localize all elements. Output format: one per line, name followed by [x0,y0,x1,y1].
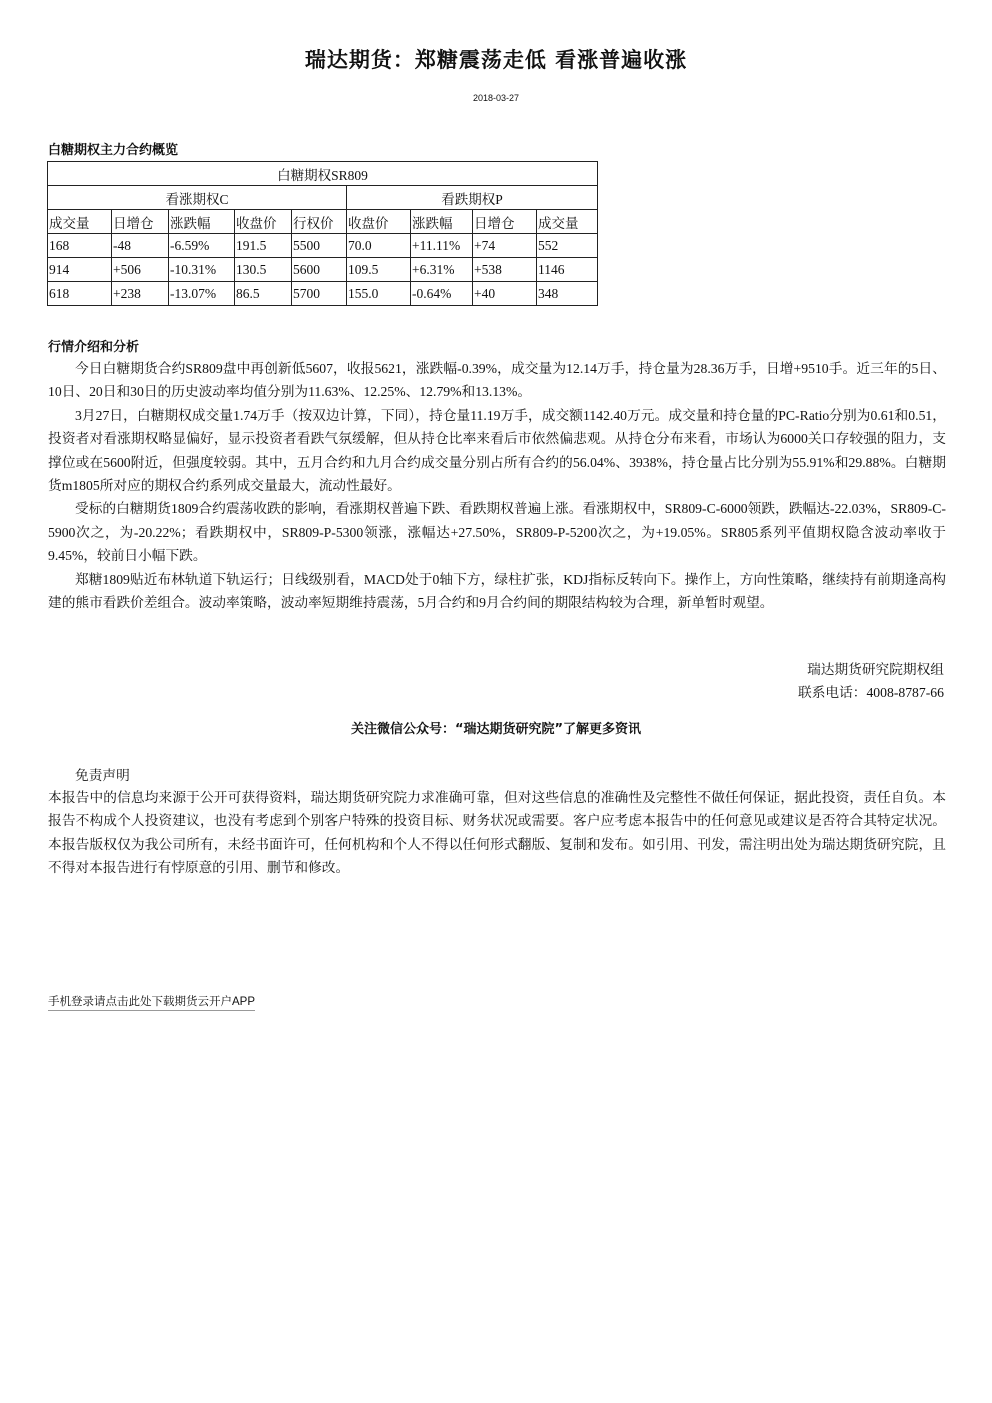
analysis-paragraph: 郑糖1809贴近布林轨道下轨运行；日线级别看，MACD处于0轴下方，绿柱扩张，KDJ指标反转向下。操作上，方向性策略，继续持有前期逢高构建的熊市看跌价差组合。波动率策略，波动率短期维持震荡，5月合约和9月合约间的期限结构较为合理，新单暂时观望。 [48,571,946,611]
table-cell: -48 [112,234,169,258]
column-header: 日增仓 [473,210,537,234]
table-cell: 168 [48,234,112,258]
table-cell: +40 [473,282,537,306]
analysis-heading: 行情介绍和分析 [48,340,140,355]
table-cell: -10.31% [169,258,235,282]
table-cell: 1146 [537,258,598,282]
table-cell: +238 [112,282,169,306]
table-cell: 5600 [292,258,347,282]
analysis-paragraph: 3月27日，白糖期权成交量1.74万手（按双边计算，下同），持仓量11.19万手，成交额1142.40万元。成交量和持仓量的PC-Ratio分别为0.61和0.51，投资者对看涨期权略显偏好，显示投资者看跌气氛缓解，但从持仓比率来看后市依然偏悲观。从持仓分布来看，市场认为6000关口存较强的阻力，支撑位或在5600附近，但强度较弱。其中，五月合约和九月合约成交量分别占所有合约的56.04%、3938%，持仓量占比分别为55.91%和29.88%。白糖期货m1805所对应的期权合约系列成交量最大，流动性最好。 [48,407,946,494]
table-cell: 552 [537,234,598,258]
column-header: 涨跌幅 [169,210,235,234]
table-cell: 86.5 [235,282,292,306]
column-header: 涨跌幅 [411,210,473,234]
table-cell: -0.64% [411,282,473,306]
follow-wechat-notice: 关注微信公众号：“瑞达期货研究院”了解更多资讯 [350,722,642,737]
disclaimer-title: 免责声明 [75,768,130,783]
table-row [48,282,598,306]
analysis-paragraph: 今日白糖期货合约SR809盘中再创新低5607，收报5621，涨跌幅-0.39%，成交量为12.14万手，持仓量为28.36万手，日增+9510手。近三年的5日、10日、20日和30日的历史波动率均值分别为11.63%、12.25%、12.79%和13.13%。 [48,361,946,400]
download-app-link[interactable]: 手机登录请点击此处下载期货云开户APP [48,993,255,1011]
table-cell: 155.0 [347,282,411,306]
table-cell: 5700 [292,282,347,306]
table-cell: +506 [112,258,169,282]
column-header: 收盘价 [235,210,292,234]
table-cell: 618 [48,282,112,306]
table-cell: 191.5 [235,234,292,258]
table-cell: 70.0 [347,234,411,258]
report-date: 2018-03-27 [472,93,520,103]
column-header: 日增仓 [112,210,169,234]
table-cell: +538 [473,258,537,282]
table-cell: 109.5 [347,258,411,282]
column-header: 收盘价 [347,210,411,234]
analysis-paragraph: 受标的白糖期货1809合约震荡收跌的影响，看涨期权普遍下跌、看跌期权普遍上涨。看涨期权中，SR809-C-6000领跌，跌幅达-22.03%，SR809-C-5900次之，为-20.22%；看跌期权中，SR809-P-5300领涨，涨幅达+27.50%，SR809-P-5200次之，为+19.05%。SR805系列平值期权隐含波动率收于9.45%，较前日小幅下跌。 [48,501,946,564]
overview-heading: 白糖期权主力合约概览 [48,143,179,158]
table-cell: +6.31% [411,258,473,282]
put-options-header: 看跌期权P [347,186,598,210]
page-title: 瑞达期货：郑糖震荡走低 看涨普遍收涨 [304,48,688,72]
table-cell: 130.5 [235,258,292,282]
table-cell: 5500 [292,234,347,258]
signature-phone: 联系电话：4008-8787-66 [798,685,944,700]
table-header-row [48,210,598,234]
analysis-body [48,357,946,614]
column-header: 行权价 [292,210,347,234]
table-cell: -6.59% [169,234,235,258]
contract-name: 白糖期权SR809 [48,162,598,186]
table-row [48,258,598,282]
table-cell: 348 [537,282,598,306]
table-cell: +74 [473,234,537,258]
column-header: 成交量 [48,210,112,234]
disclaimer-body: 本报告中的信息均来源于公开可获得资料，瑞达期货研究院力求准确可靠，但对这些信息的准确性及完整性不做任何保证，据此投资，责任自负。本报告不构成个人投资建议，也没有考虑到个别客户特殊的投资目标、财务状况或需要。客户应考虑本报告中的任何意见或建议是否符合其特定状况。本报告版权仅为我公司所有，未经书面许可，任何机构和个人不得以任何形式翻版、复制和发布。如引用、刊发，需注明出处为瑞达期货研究院，且不得对本报告进行有悖原意的引用、删节和修改。 [48,790,946,876]
options-table [47,161,598,306]
table-cell: -13.07% [169,282,235,306]
table-cell: 914 [48,258,112,282]
table-row [48,234,598,258]
table-cell: +11.11% [411,234,473,258]
call-options-header: 看涨期权C [48,186,347,210]
column-header: 成交量 [537,210,598,234]
signature-org: 瑞达期货研究院期权组 [807,662,944,677]
